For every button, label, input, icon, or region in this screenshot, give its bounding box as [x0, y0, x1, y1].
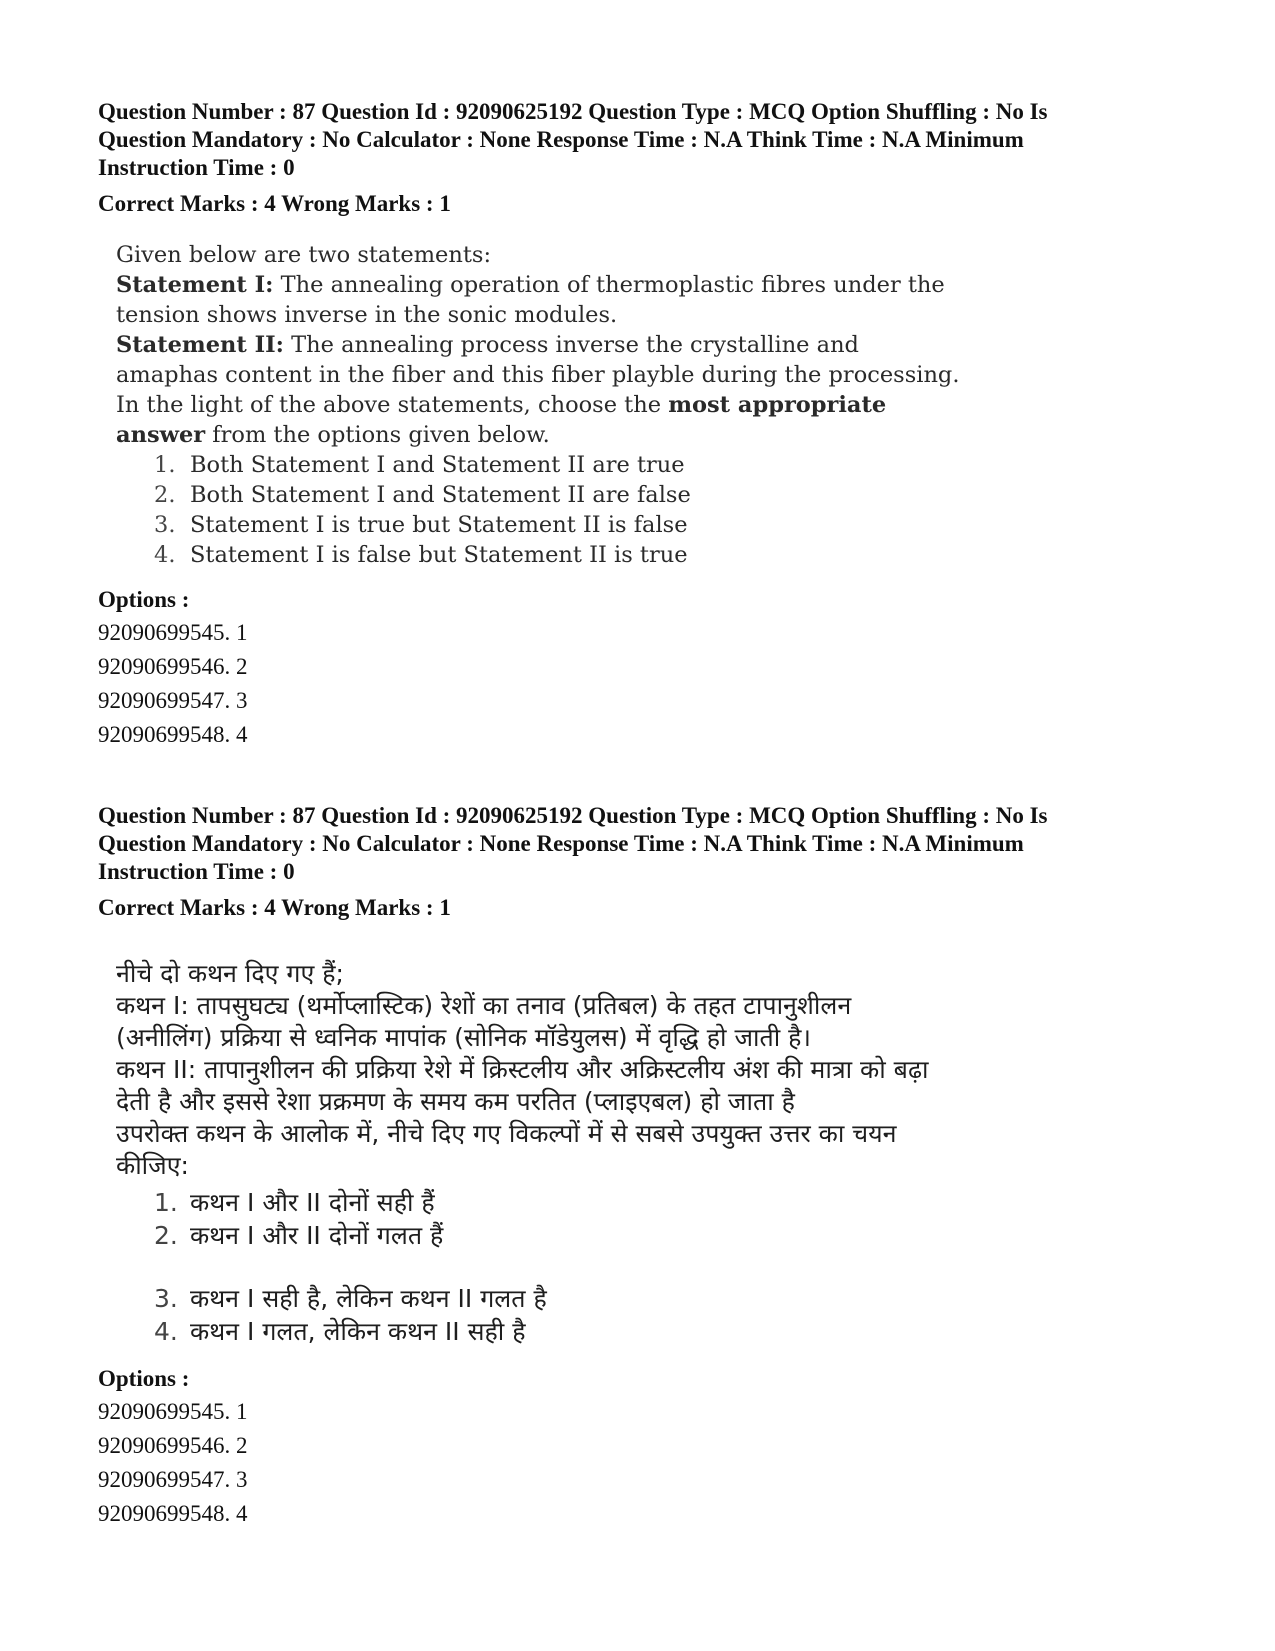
choice-number: 3. — [154, 1284, 178, 1313]
question-marks: Correct Marks : 4 Wrong Marks : 1 — [98, 191, 451, 216]
question-line: उपरोक्त कथन के आलोक में, नीचे दिए गए विकल्पों में से सबसे उपयुक्त उत्तर का चयन — [116, 1119, 897, 1148]
statement-1 — [116, 270, 960, 300]
question-line: देती है और इससे रेशा प्रक्रमण के समय कम परतित (प्लाइएबल) हो जाता है — [116, 1087, 795, 1116]
option-item: 92090699547. 3 — [98, 1467, 248, 1492]
choice-text: Statement I is false but Statement II is true — [190, 542, 688, 568]
choice-item — [154, 1186, 929, 1219]
instruction-text: In the light of the above statements, choose the — [116, 392, 669, 418]
choice-text: कथन I और II दोनों गलत हैं — [190, 1221, 444, 1250]
question-meta-line: Instruction Time : 0 — [98, 859, 295, 884]
option-item: 92090699548. 4 — [98, 1501, 248, 1526]
option-item: 92090699545. 1 — [98, 1399, 248, 1424]
choice-number: 4. — [154, 1317, 178, 1346]
statement-2-text: The annealing process inverse the crystalline and — [284, 332, 859, 358]
statement-2 — [116, 330, 960, 360]
choice-item — [154, 1219, 929, 1252]
option-item: 92090699546. 2 — [98, 654, 248, 679]
question-body-english — [116, 240, 960, 570]
statement-1-cont: tension shows inverse in the sonic modules. — [116, 302, 618, 328]
option-item: 92090699547. 3 — [98, 688, 248, 713]
question-marks: Correct Marks : 4 Wrong Marks : 1 — [98, 895, 451, 920]
choice-text: Statement I is true but Statement II is false — [190, 512, 688, 538]
choice-number: 3. — [154, 512, 176, 538]
choice-item — [154, 1315, 929, 1348]
choice-number: 4. — [154, 542, 176, 568]
choice-number: 1. — [154, 452, 176, 478]
choice-text: कथन I गलत, लेकिन कथन II सही है — [190, 1317, 526, 1346]
statement-1-label: Statement I: — [116, 272, 274, 298]
question-intro: Given below are two statements: — [116, 242, 492, 268]
choice-item — [154, 1282, 929, 1315]
statement-1-text: The annealing operation of thermoplastic fibres under the — [273, 272, 945, 298]
choice-number: 2. — [154, 482, 176, 508]
statement-2-label: Statement II: — [116, 332, 284, 358]
choice-list — [116, 1186, 929, 1348]
options-title: Options : — [98, 587, 190, 612]
choice-item — [154, 450, 960, 480]
statement-2-cont: amaphas content in the fiber and this fiber playble during the processing. — [116, 362, 960, 388]
option-item: 92090699545. 1 — [98, 620, 248, 645]
question-header-1 — [98, 98, 1188, 218]
choice-text: Both Statement I and Statement II are true — [190, 452, 685, 478]
choice-number: 1. — [154, 1188, 178, 1217]
question-meta-line: Question Number : 87 Question Id : 92090625192 Question Type : MCQ Option Shuffling : No Is — [98, 99, 1048, 124]
question-body-hindi — [116, 958, 929, 1348]
choice-text: Both Statement I and Statement II are false — [190, 482, 691, 508]
choice-item — [154, 480, 960, 510]
choice-text: कथन I और II दोनों सही हैं — [190, 1188, 435, 1217]
question-meta-line: Question Mandatory : No Calculator : None Response Time : N.A Think Time : N.A Minimum — [98, 831, 1024, 856]
question-line: कथन II: तापानुशीलन की प्रक्रिया रेशे में क्रिस्टलीय और अक्रिस्टलीय अंश की मात्रा को बढ़ा — [116, 1055, 929, 1084]
question-line: कीजिए: — [116, 1151, 189, 1180]
instruction-text: from the options given below. — [205, 422, 550, 448]
choice-number: 2. — [154, 1221, 178, 1250]
question-meta-line: Question Mandatory : No Calculator : None Response Time : N.A Think Time : N.A Minimum — [98, 127, 1024, 152]
question-line: (अनीलिंग) प्रक्रिया से ध्वनिक मापांक (सोनिक मॉडेयुलस) में वृद्धि हो जाती है। — [116, 1023, 811, 1052]
question-meta-line: Instruction Time : 0 — [98, 155, 295, 180]
choice-text: कथन I सही है, लेकिन कथन II गलत है — [190, 1284, 547, 1313]
instruction — [116, 390, 960, 420]
instruction-emphasis: answer — [116, 422, 206, 448]
instruction-emphasis: most appropriate — [668, 392, 887, 418]
choice-item — [154, 540, 960, 570]
question-line: नीचे दो कथन दिए गए हैं; — [116, 959, 344, 988]
options-list — [98, 1395, 248, 1531]
option-item: 92090699548. 4 — [98, 722, 248, 747]
options-title: Options : — [98, 1366, 190, 1391]
choice-list — [116, 450, 960, 570]
choice-item — [154, 510, 960, 540]
question-line: कथन I: तापसुघट्य (थर्मोप्लास्टिक) रेशों का तनाव (प्रतिबल) के तहत टापानुशीलन — [116, 991, 852, 1020]
options-list — [98, 616, 248, 752]
option-item: 92090699546. 2 — [98, 1433, 248, 1458]
question-meta-line: Question Number : 87 Question Id : 92090625192 Question Type : MCQ Option Shuffling : No Is — [98, 803, 1048, 828]
question-header-2 — [98, 802, 1188, 922]
instruction-cont — [116, 420, 960, 450]
